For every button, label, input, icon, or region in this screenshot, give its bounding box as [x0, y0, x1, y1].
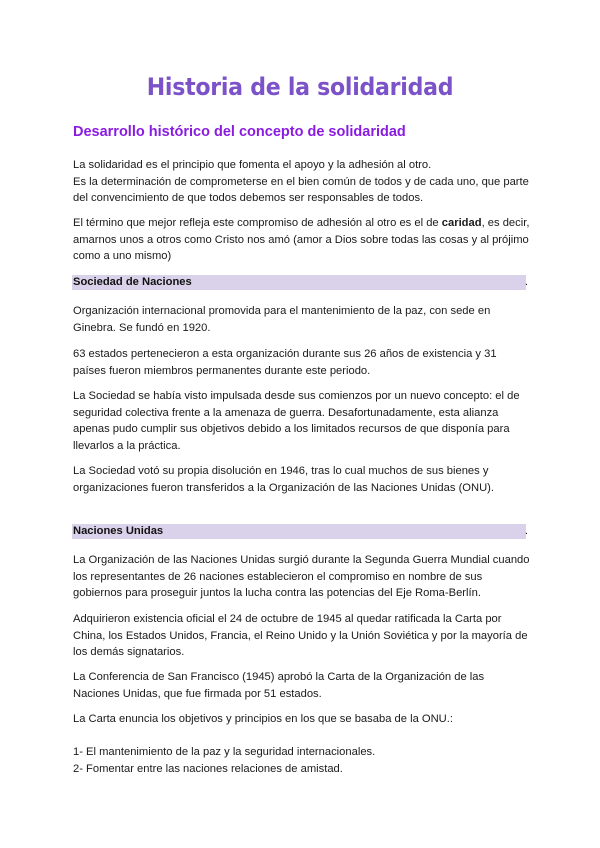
caridad-text-before: El término que mejor refleja este compromiso de adhesión al otro es el de [73, 217, 442, 229]
intro-line: del convencimiento de que todos debemos ser responsables de todos. [73, 192, 424, 205]
paragraph-line: llevarlos a la práctica. [73, 439, 181, 452]
paragraph-line: La Organización de las Naciones Unidas surgió durante la Segunda Guerra Mundial cuando [73, 554, 530, 566]
sociedad-paragraph-3 [73, 388, 533, 454]
caridad-text-after: , es decir, [481, 217, 530, 229]
caridad-line-1 [73, 215, 533, 232]
paragraph-line: La Sociedad se había visto impulsada desde sus comienzos por un nuevo concepto: el de [73, 390, 520, 402]
onu-paragraph-2 [73, 611, 533, 661]
onu-objectives-list [73, 744, 533, 777]
section-heading-label: Naciones Unidas [73, 525, 164, 537]
intro-line: La solidaridad es el principio que fomenta el apoyo y la adhesión al otro. [73, 159, 432, 171]
onu-paragraph-4 [73, 711, 533, 728]
onu-paragraph-3 [73, 669, 533, 702]
paragraph-line: los representantes de 26 naciones establecieron el compromiso en nombre de sus [73, 570, 483, 583]
paragraph-line: países fueron miembros permanentes durante este periodo. [73, 364, 371, 377]
paragraph-line: organizaciones fueron transferidos a la Organización de las Naciones Unidas (ONU). [73, 481, 494, 494]
sociedad-paragraph-1 [73, 303, 533, 336]
section-heading-marker: . [524, 525, 528, 537]
document-title: Historia de la solidaridad [146, 73, 454, 101]
section-heading-naciones-unidas [72, 524, 526, 539]
caridad-line-3: como a uno mismo) [73, 250, 172, 263]
onu-paragraph-1 [73, 552, 533, 602]
list-item: 2- Fomentar entre las naciones relaciones de amistad. [73, 762, 343, 775]
intro-line: Es la determinación de comprometerse en el bien común de todos y de cada uno, que parte [73, 175, 529, 188]
paragraph-line: La Carta enuncia los objetivos y principios en los que se basaba de la ONU.: [73, 713, 453, 725]
paragraph-line: China, los Estados Unidos, Francia, el Reino Unido y la Unión Soviética y por la mayoría de [73, 629, 528, 642]
paragraph-line: Naciones Unidas, que fue firmada por 51 estados. [73, 687, 322, 700]
section-heading-label: Sociedad de Naciones [73, 276, 192, 288]
paragraph-line: 63 estados pertenecieron a esta organización durante sus 26 años de existencia y 31 [73, 348, 497, 360]
list-item: 1- El mantenimiento de la paz y la seguridad internacionales. [73, 746, 376, 758]
sociedad-paragraph-2 [73, 346, 533, 379]
paragraph-line: los demás signatarios. [73, 646, 185, 659]
section-heading-sociedad-de-naciones [72, 275, 526, 290]
sociedad-paragraph-4 [73, 463, 533, 496]
section-heading-marker: . [524, 276, 528, 288]
paragraph-line: La Conferencia de San Francisco (1945) aprobó la Carta de la Organización de las [73, 671, 485, 683]
paragraph-line: gobiernos para proseguir juntos la lucha contra las potencias del Eje Roma-Berlín. [73, 587, 481, 600]
paragraph-line: Ginebra. Se fundó en 1920. [73, 321, 211, 334]
caridad-keyword: caridad [441, 217, 482, 229]
paragraph-line: Adquirieron existencia oficial el 24 de octubre de 1945 al quedar ratificada la Carta por [73, 613, 502, 625]
paragraph-line: seguridad colectiva frente a la amenaza de guerra. Desafortunadamente, esta alianza [73, 406, 499, 419]
caridad-line-2: amarnos unos a otros como Cristo nos amó (amor a Dios sobre todas las cosas y al prójimo [73, 233, 529, 246]
paragraph-line: apenas pudo cumplir sus objetivos debido a los limitados recursos de que disponía para [73, 423, 510, 436]
intro-paragraph [73, 157, 533, 207]
paragraph-line: La Sociedad votó su propia disolución en 1946, tras lo cual muchos de sus bienes y [73, 465, 489, 477]
paragraph-line: Organización internacional promovida para el mantenimiento de la paz, con sede en [73, 305, 491, 317]
document-subtitle: Desarrollo histórico del concepto de solidaridad [73, 124, 406, 140]
caridad-paragraph [73, 215, 533, 265]
